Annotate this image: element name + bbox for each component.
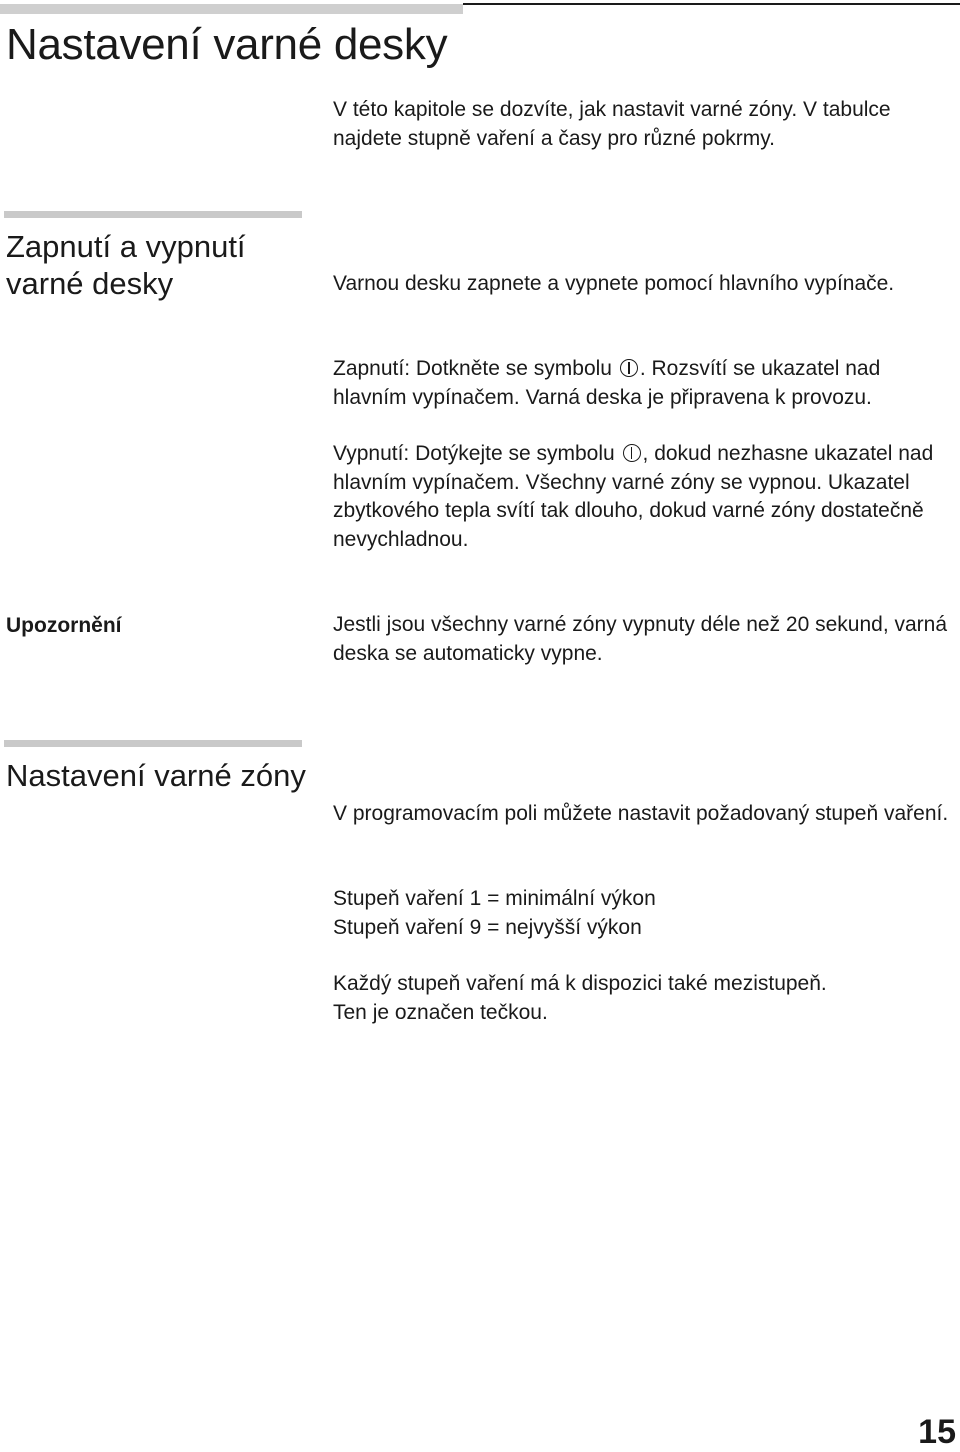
zone-intermediate-levels — [333, 970, 958, 1027]
switch-on-text-after: . Rozsvítí se ukazatel nad hlavním vypínačem. Varná deska je připravena k provozu. — [333, 357, 881, 409]
zone-paragraph-1: V programovacím poli můžete nastavit požadovaný stupeň vaření. — [333, 802, 949, 825]
switch-off-text-after: , dokud nezhasne ukazatel nad hlavním vypínačem. Všechny varné zóny se vypnou. Ukazatel zbytkového tepla svítí tak dlouho, dokud varné zóny dostatečně nevychladnou. — [333, 442, 934, 551]
section-title-onoff: Zapnutí a vypnutí varné desky — [6, 229, 246, 301]
intermediate-line-2: Ten je označen tečkou. — [333, 1000, 548, 1024]
onoff-paragraph-switch-off — [333, 440, 958, 554]
chapter-title: Nastavení varné desky — [6, 20, 448, 69]
intermediate-line-1: Každý stupeň vaření má k dispozici také mezistupeň. — [333, 972, 827, 995]
notice-label: Upozornění — [6, 614, 122, 637]
main-switch-power-icon — [620, 359, 638, 377]
notice-text: Jestli jsou všechny varné zóny vypnuty déle než 20 sekund, varná deska se automaticky vypne. — [333, 613, 948, 665]
header-rule — [463, 3, 960, 5]
onoff-paragraph-switch-on — [333, 355, 958, 412]
switch-off-text-before: Vypnutí: Dotýkejte se symbolu — [333, 442, 615, 465]
section-title-zone: Nastavení varné zóny — [6, 758, 306, 793]
section-divider-onoff — [4, 211, 302, 218]
section-divider-zone — [4, 740, 302, 747]
header-bar-gray — [0, 4, 463, 14]
level-max-line: Stupeň vaření 9 = nejvyšší výkon — [333, 915, 642, 939]
onoff-paragraph-1: Varnou desku zapnete a vypnete pomocí hlavního vypínače. — [333, 272, 895, 295]
level-min-line: Stupeň vaření 1 = minimální výkon — [333, 887, 656, 910]
chapter-intro: V této kapitole se dozvíte, jak nastavit varné zóny. V tabulce najdete stupně vaření a časy pro různé pokrmy. — [333, 98, 891, 150]
zone-levels — [333, 885, 958, 942]
switch-on-text-before: Zapnutí: Dotkněte se symbolu — [333, 357, 612, 380]
page-number: 15 — [918, 1413, 956, 1451]
main-switch-power-icon — [623, 444, 641, 462]
